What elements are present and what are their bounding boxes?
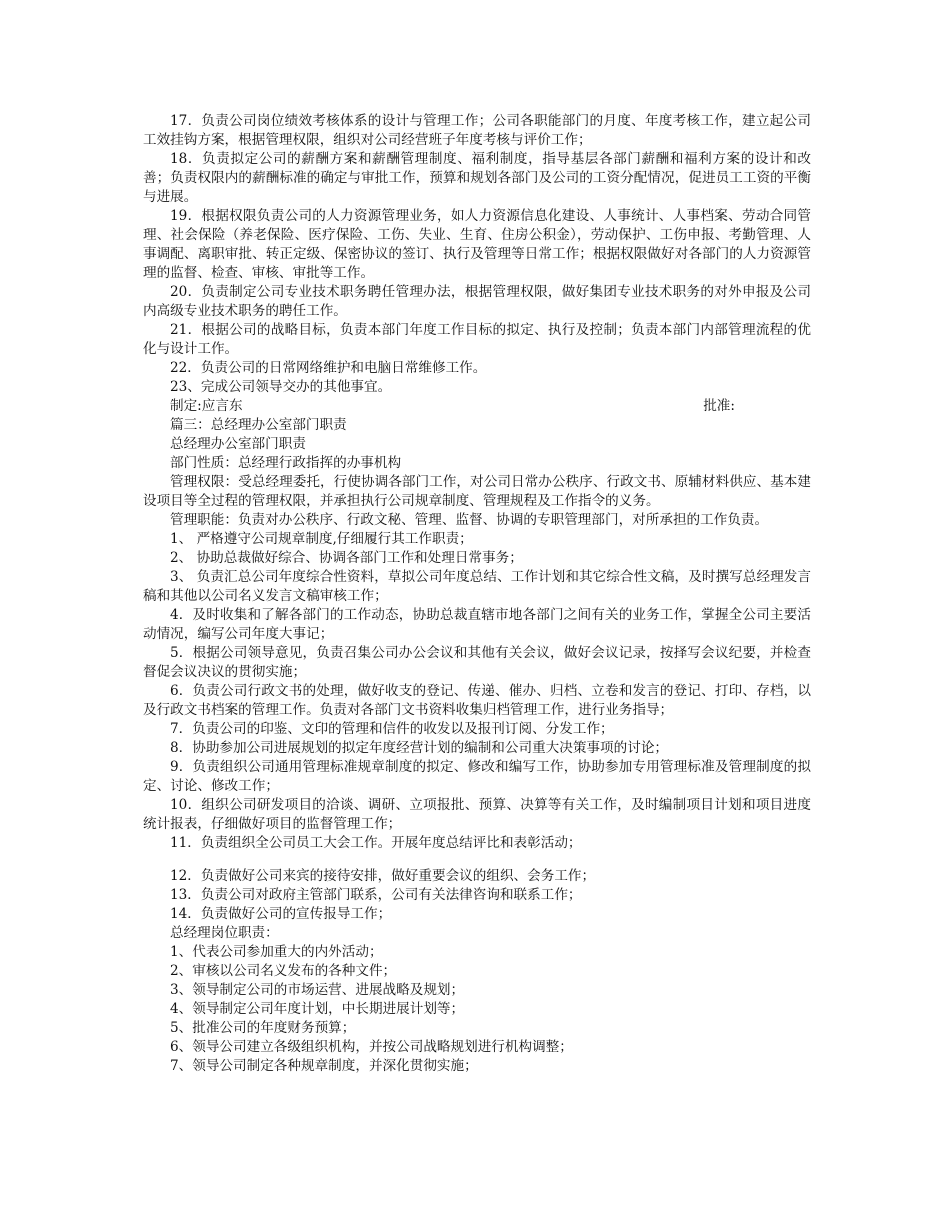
made-by-label: 制定:应言东 <box>170 398 243 414</box>
list-item: 2、 协助总裁做好综合、协调各部门工作和处理日常事务； <box>170 550 523 566</box>
list-item: 13．负责公司对政府主管部门联系，公司有关法律咨询和联系工作； <box>170 887 582 903</box>
list-item: 5．根据公司领导意见，负责召集公司办公会议和其他有关会议，做好会议记录，按择写会议纪要，并检查督促会议决议的贯彻实施； <box>143 645 811 680</box>
paragraph: 22．负责公司的日常网络维护和电脑日常维修工作。 <box>170 360 487 376</box>
list-item: 12．负责做好公司来宾的接待安排，做好重要会议的组织、会务工作； <box>170 868 596 884</box>
list-item: 8．协助参加公司进展规划的拟定年度经营计划的编制和公司重大决策事项的讨论； <box>170 740 669 756</box>
list-item: 3、领导制定公司的市场运营、进展战略及规划； <box>170 982 465 998</box>
paragraph: 部门性质：总经理行政指挥的办事机构 <box>170 455 402 471</box>
list-item: 10．组织公司研发项目的洽谈、调研、立项报批、预算、决算等有关工作，及时编制项目计划和项目进度统计报表，仔细做好项目的监督管理工作； <box>143 797 811 832</box>
list-item: 11．负责组织全公司员工大会工作。开展年度总结评比和表彰活动； <box>170 835 582 851</box>
paragraph: 21．根据公司的战略目标，负责本部门年度工作目标的拟定、执行及控制；负责本部门内部管理流程的优化与设计工作。 <box>143 322 811 357</box>
list-item: 7．负责公司的印鉴、文印的管理和信件的收发以及报刊订阅、分发工作； <box>170 721 614 737</box>
approval-label: 批准: <box>703 398 735 414</box>
section-heading: 总经理岗位职责： <box>170 925 279 941</box>
list-item: 2、审核以公司名义发布的各种文件； <box>170 963 397 979</box>
signature-line <box>143 397 811 416</box>
list-item: 9．负责组织公司通用管理标准规章制度的拟定、修改和编写工作，协助参加专用管理标准及管理制度的拟定、讨论、修改工作； <box>143 759 811 794</box>
list-item: 1、 严格遵守公司规章制度,仔细履行其工作职责； <box>170 531 473 547</box>
list-item: 5、批准公司的年度财务预算； <box>170 1020 356 1036</box>
list-item: 1、代表公司参加重大的内外活动； <box>170 944 383 960</box>
paragraph: 管理权限：受总经理委托，行使协调各部门工作，对公司日常办公秩序、行政文书、原辅材料供应、基本建设项目等全过程的管理权限，并承担执行公司规章制度、管理规程及工作指令的义务。 <box>143 474 811 509</box>
list-item: 4．及时收集和了解各部门的工作动态，协助总裁直辖市地各部门之间有关的业务工作，掌握全公司主要活动情况，编写公司年度大事记； <box>143 607 811 642</box>
list-item: 4、领导制定公司年度计划，中长期进展计划等； <box>170 1001 465 1017</box>
paragraph: 18．负责拟定公司的薪酬方案和薪酬管理制度、福利制度，指导基层各部门薪酬和福利方案的设计和改善；负责权限内的薪酬标准的确定与审批工作，预算和规划各部门及公司的工资分配情况，促进员工工资的平衡与进展。 <box>143 151 811 205</box>
list-item: 7、领导公司制定各种规章制度，并深化贯彻实施； <box>170 1058 478 1074</box>
paragraph: 19．根据权限负责公司的人力资源管理业务，如人力资源信息化建设、人事统计、人事档案、劳动合同管理、社会保险（养老保险、医疗保险、工伤、失业、生育、住房公积金），劳动保护、工伤申报、考勤管理、人事调配、离职审批、转正定级、保密协议的签订、执行及管理等日常工作；根据权限做好对各部门的人力资源管理的监督、检查、审核、审批等工作。 <box>143 208 811 281</box>
list-item: 6、领导公司建立各级组织机构，并按公司战略规划进行机构调整； <box>170 1039 573 1055</box>
blank-line <box>143 853 811 867</box>
paragraph: 23、完成公司领导交办的其他事宜。 <box>170 379 392 395</box>
document-page <box>143 112 811 1076</box>
list-item: 14．负责做好公司的宣传报导工作； <box>170 906 392 922</box>
paragraph: 管理职能：负责对办公秩序、行政文秘、管理、监督、协调的专职管理部门，对所承担的工作负责。 <box>170 512 769 528</box>
section-subtitle: 总经理办公室部门职责 <box>170 436 306 452</box>
paragraph: 17．负责公司岗位绩效考核体系的设计与管理工作；公司各职能部门的月度、年度考核工作，建立起公司工效挂钩方案，根据管理权限，组织对公司经营班子年度考核与评价工作； <box>143 113 811 148</box>
list-item: 6．负责公司行政文书的处理，做好收支的登记、传递、催办、归档、立卷和发言的登记、打印、存档，以及行政文书档案的管理工作。负责对各部门文书资料收集归档管理工作，进行业务指导； <box>143 683 811 718</box>
list-item: 3、 负责汇总公司年度综合性资料，草拟公司年度总结、工作计划和其它综合性文稿，及时撰写总经理发言稿和其他以公司名义发言文稿审核工作； <box>143 569 811 604</box>
section-title: 篇三：总经理办公室部门职责 <box>170 417 347 433</box>
paragraph: 20．负责制定公司专业技术职务聘任管理办法，根据管理权限，做好集团专业技术职务的对外申报及公司内高级专业技术职务的聘任工作。 <box>143 284 811 319</box>
